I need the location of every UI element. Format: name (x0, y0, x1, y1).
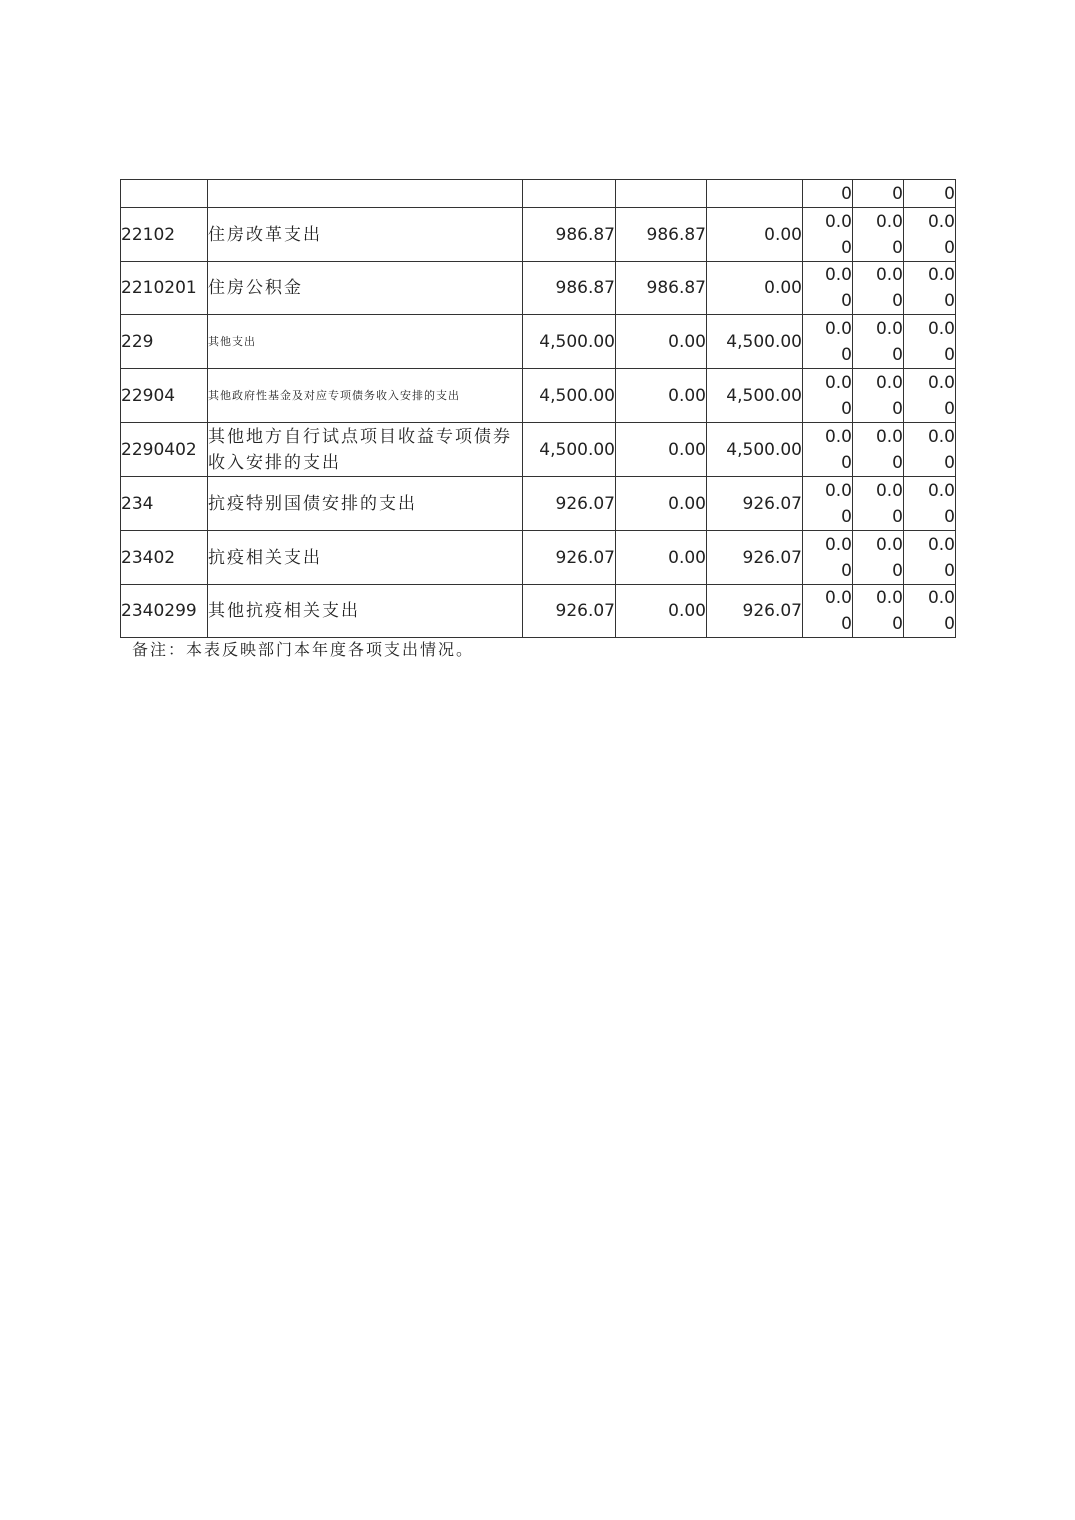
cell-extra-3 (904, 315, 956, 369)
cell-extra-2-line1: 0.0 (875, 265, 903, 285)
cell-extra-3-line1: 0.0 (927, 588, 955, 608)
cell-extra-2-line2: 0 (892, 452, 903, 473)
cell-code: 229 (121, 315, 208, 369)
table-body (121, 180, 956, 638)
cell-extra-2 (853, 208, 904, 262)
cell-code: 22102 (121, 208, 208, 262)
cell-project: 926.07 (707, 531, 803, 585)
cell-extra-1-line2: 0 (841, 506, 852, 527)
cell-extra-2-line1: 0.0 (875, 426, 903, 447)
cell-extra-1 (803, 315, 853, 369)
cell-extra-3-line2: 0 (944, 344, 955, 365)
cell-extra-2-line2: 0 (892, 237, 903, 258)
cell-extra-3-line1: 0.0 (927, 534, 955, 555)
cell-extra-1-line2: 0 (841, 344, 852, 365)
cell-basic (616, 180, 707, 208)
cell-extra-3-line2: 0 (944, 237, 955, 258)
cell-name: 其他抗疫相关支出 (208, 585, 523, 638)
cell-extra-2 (853, 262, 904, 315)
cell-code: 2340299 (121, 585, 208, 638)
cell-total: 4,500.00 (523, 369, 616, 423)
cell-extra-3-line2: 0 (944, 506, 955, 527)
cell-extra-1-line1: 0.0 (824, 534, 852, 555)
cell-code: 2210201 (121, 262, 208, 315)
cell-extra-3-line1: 0.0 (927, 480, 955, 501)
cell-extra-1-line2: 0 (841, 452, 852, 473)
cell-project: 4,500.00 (707, 369, 803, 423)
cell-extra-1-line1: 0.0 (824, 265, 852, 285)
table-row (121, 585, 956, 638)
table-row (121, 262, 956, 315)
cell-extra-3: 0 (904, 180, 956, 208)
cell-name: 抗疫相关支出 (208, 531, 523, 585)
cell-total: 4,500.00 (523, 315, 616, 369)
cell-extra-2: 0 (853, 180, 904, 208)
cell-project: 4,500.00 (707, 423, 803, 477)
cell-project: 4,500.00 (707, 315, 803, 369)
cell-extra-2 (853, 585, 904, 638)
cell-code: 234 (121, 477, 208, 531)
cell-extra-2-line1: 0.0 (875, 372, 903, 393)
cell-project: 926.07 (707, 477, 803, 531)
cell-extra-1 (803, 477, 853, 531)
cell-extra-1 (803, 208, 853, 262)
cell-extra-1-line1: 0.0 (824, 318, 852, 339)
cell-total: 986.87 (523, 262, 616, 315)
cell-extra-1-line2: 0 (841, 614, 852, 634)
cell-project: 926.07 (707, 585, 803, 638)
cell-total: 986.87 (523, 208, 616, 262)
cell-project: 0.00 (707, 208, 803, 262)
cell-project: 0.00 (707, 262, 803, 315)
cell-extra-2-line2: 0 (892, 560, 903, 581)
cell-basic: 986.87 (616, 262, 707, 315)
cell-extra-3-line1: 0.0 (927, 318, 955, 339)
cell-extra-2 (853, 531, 904, 585)
cell-extra-3 (904, 262, 956, 315)
cell-extra-2 (853, 477, 904, 531)
cell-extra-3-line2: 0 (944, 614, 955, 634)
cell-extra-1-line1: 0.0 (824, 480, 852, 501)
cell-extra-1 (803, 585, 853, 638)
cell-extra-1 (803, 262, 853, 315)
table-row (121, 369, 956, 423)
cell-extra-3-line2: 0 (944, 560, 955, 581)
cell-extra-1: 0 (803, 180, 853, 208)
cell-name: 其他支出 (208, 315, 523, 369)
cell-extra-2-line2: 0 (892, 291, 903, 311)
cell-basic: 0.00 (616, 315, 707, 369)
cell-extra-2 (853, 423, 904, 477)
cell-extra-1-line1: 0.0 (824, 211, 852, 232)
cell-extra-2-line1: 0.0 (875, 318, 903, 339)
cell-total (523, 180, 616, 208)
cell-extra-2 (853, 369, 904, 423)
cell-extra-3 (904, 585, 956, 638)
cell-extra-1-line2: 0 (841, 291, 852, 311)
cell-extra-3-line2: 0 (944, 291, 955, 311)
cell-extra-1 (803, 531, 853, 585)
cell-extra-2-line1: 0.0 (875, 588, 903, 608)
cell-extra-3 (904, 477, 956, 531)
cell-total: 926.07 (523, 531, 616, 585)
cell-basic: 0.00 (616, 369, 707, 423)
cell-extra-3-line2: 0 (944, 452, 955, 473)
cell-basic: 0.00 (616, 585, 707, 638)
cell-basic: 0.00 (616, 477, 707, 531)
table-row (121, 477, 956, 531)
cell-extra-1 (803, 369, 853, 423)
cell-extra-1 (803, 423, 853, 477)
cell-code: 2290402 (121, 423, 208, 477)
cell-extra-3 (904, 369, 956, 423)
expenditure-table (120, 179, 956, 638)
cell-extra-3 (904, 423, 956, 477)
cell-extra-2-line1: 0.0 (875, 211, 903, 232)
cell-extra-1-line1: 0.0 (824, 588, 852, 608)
cell-extra-1-line1: 0.0 (824, 426, 852, 447)
cell-total: 4,500.00 (523, 423, 616, 477)
cell-total: 926.07 (523, 477, 616, 531)
cell-extra-3-line1: 0.0 (927, 426, 955, 447)
cell-extra-2-line2: 0 (892, 344, 903, 365)
cell-extra-3-line1: 0.0 (927, 211, 955, 232)
cell-extra-2-line2: 0 (892, 398, 903, 419)
cell-name: 住房改革支出 (208, 208, 523, 262)
cell-basic: 986.87 (616, 208, 707, 262)
cell-code: 22904 (121, 369, 208, 423)
cell-basic: 0.00 (616, 531, 707, 585)
cell-extra-2 (853, 315, 904, 369)
cell-name: 其他政府性基金及对应专项债务收入安排的支出 (208, 369, 523, 423)
cell-extra-3 (904, 208, 956, 262)
cell-extra-2-line1: 0.0 (875, 534, 903, 555)
cell-name: 住房公积金 (208, 262, 523, 315)
cell-basic: 0.00 (616, 423, 707, 477)
cell-total: 926.07 (523, 585, 616, 638)
table-row (121, 531, 956, 585)
cell-extra-3 (904, 531, 956, 585)
cell-name (208, 180, 523, 208)
cell-extra-2-line2: 0 (892, 614, 903, 634)
table-row (121, 315, 956, 369)
cell-extra-1-line1: 0.0 (824, 372, 852, 393)
cell-extra-2-line2: 0 (892, 506, 903, 527)
cell-extra-3-line2: 0 (944, 398, 955, 419)
cell-name: 其他地方自行试点项目收益专项债券收入安排的支出 (208, 423, 523, 477)
cell-extra-1-line2: 0 (841, 237, 852, 258)
table-row (121, 423, 956, 477)
table-row (121, 208, 956, 262)
cell-name: 抗疫特别国债安排的支出 (208, 477, 523, 531)
table-row (121, 180, 956, 208)
cell-code (121, 180, 208, 208)
cell-extra-1-line2: 0 (841, 560, 852, 581)
cell-project (707, 180, 803, 208)
table-note: 备注：本表反映部门本年度各项支出情况。 (132, 640, 475, 659)
cell-extra-3-line1: 0.0 (927, 265, 955, 285)
cell-code: 23402 (121, 531, 208, 585)
cell-extra-2-line1: 0.0 (875, 480, 903, 501)
cell-extra-3-line1: 0.0 (927, 372, 955, 393)
cell-extra-1-line2: 0 (841, 398, 852, 419)
